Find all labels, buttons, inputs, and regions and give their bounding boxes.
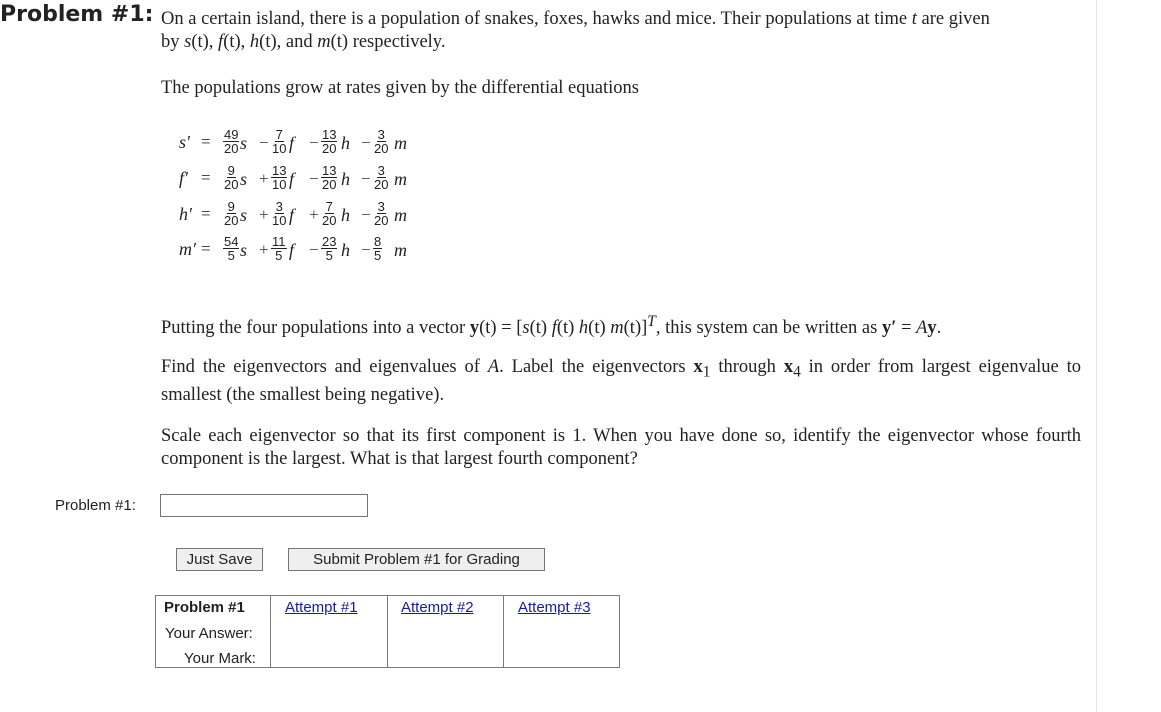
coefficient-fraction — [373, 128, 389, 155]
fraction-denominator: 10 — [272, 141, 287, 156]
attempts-header: Problem #1 — [164, 599, 245, 616]
coefficient-fraction — [321, 200, 337, 227]
attempt-column — [387, 596, 474, 667]
term-variable: m — [394, 240, 407, 260]
coefficient-fraction — [271, 128, 287, 155]
coefficient-fraction — [271, 164, 287, 191]
coefficient-fraction — [223, 128, 239, 155]
term-variable: f — [289, 240, 295, 260]
equation-row — [179, 164, 479, 196]
fraction-numerator: 8 — [374, 234, 382, 249]
grow-text: The populations grow at rates given by the differential equations — [161, 78, 639, 98]
fraction-denominator: 20 — [322, 213, 337, 228]
equals-sign: = — [201, 168, 211, 187]
term-variable: s — [240, 240, 248, 260]
fraction-numerator: 9 — [227, 163, 235, 178]
equation-lhs: s′ — [179, 132, 190, 152]
answer-label: Problem #1: — [55, 497, 136, 514]
equals-sign: = — [201, 204, 211, 223]
equals-sign: = — [201, 132, 211, 151]
attempt-column — [270, 596, 358, 667]
page-divider — [1096, 0, 1097, 712]
term-variable: s — [240, 205, 248, 225]
fraction-numerator: 7 — [325, 199, 333, 214]
equation-row — [179, 235, 479, 267]
term-sign: + — [259, 169, 269, 188]
term-variable: h — [341, 133, 350, 153]
fraction-numerator: 13 — [322, 127, 337, 142]
your-answer-label: Your Answer: — [165, 625, 253, 642]
term-sign: − — [259, 133, 269, 152]
just-save-button[interactable]: Just Save — [176, 548, 263, 571]
coefficient-fraction — [223, 164, 239, 191]
fraction-numerator: 49 — [224, 127, 239, 142]
fraction-numerator: 13 — [322, 163, 337, 178]
fraction-numerator: 7 — [275, 127, 283, 142]
term-sign: + — [259, 205, 269, 224]
attempt-3-link[interactable]: Attempt #3 — [518, 599, 591, 616]
find-text: Find the eigenvectors and eigenvalues of A. Label the eigenvectors $x_1$ through $x_4$ in order from largest eigenvalue to smallest (the smallest being negative). — [161, 357, 1081, 405]
fraction-denominator: 20 — [374, 141, 389, 156]
fraction-denominator: 20 — [322, 141, 337, 156]
term-variable: f — [289, 205, 295, 225]
attempt-2-link[interactable]: Attempt #2 — [401, 599, 474, 616]
attempts-table — [155, 595, 620, 668]
problem-title: Problem #1: — [0, 2, 154, 27]
term-sign: + — [309, 205, 319, 224]
coefficient-fraction — [321, 128, 337, 155]
differential-equations — [179, 128, 479, 288]
fraction-denominator: 20 — [374, 177, 389, 192]
equation-lhs: f′ — [179, 168, 188, 188]
fraction-numerator: 23 — [322, 234, 337, 249]
term-variable: m — [394, 169, 407, 189]
fraction-denominator: 10 — [272, 213, 287, 228]
fraction-denominator: 10 — [272, 177, 287, 192]
answer-input[interactable] — [160, 494, 368, 517]
equation-row — [179, 200, 479, 232]
coefficient-fraction — [321, 164, 337, 191]
fraction-numerator: 3 — [377, 199, 385, 214]
equation-lhs: m′ — [179, 239, 196, 259]
term-variable: m — [394, 205, 407, 225]
problem-intro: On a certain island, there is a population of snakes, foxes, hawks and mice. Their populations at time t are given by s(t), f(t), h(t), and m(t) respectively. — [161, 9, 990, 52]
coefficient-fraction — [373, 235, 382, 262]
your-mark-label: Your Mark: — [184, 650, 256, 667]
fraction-denominator: 20 — [224, 177, 239, 192]
equals-sign: = — [201, 239, 211, 258]
term-variable: m — [394, 133, 407, 153]
fraction-denominator: 20 — [224, 141, 239, 156]
fraction-denominator: 5 — [275, 248, 283, 263]
fraction-denominator: 20 — [322, 177, 337, 192]
scale-text: Scale each eigenvector so that its first component is 1. When you have done so, identify the eigenvector whose fourth component is the largest. What is that largest fourth component? — [161, 426, 1081, 469]
term-variable: f — [289, 133, 295, 153]
term-sign: − — [361, 133, 371, 152]
fraction-numerator: 9 — [227, 199, 235, 214]
term-sign: + — [259, 240, 269, 259]
term-variable: h — [341, 240, 350, 260]
fraction-numerator: 13 — [272, 163, 287, 178]
coefficient-fraction — [271, 200, 287, 227]
fraction-denominator: 20 — [374, 213, 389, 228]
term-variable: h — [341, 205, 350, 225]
fraction-denominator: 5 — [227, 248, 235, 263]
term-variable: h — [341, 169, 350, 189]
fraction-numerator: 11 — [272, 234, 286, 249]
fraction-numerator: 54 — [224, 234, 239, 249]
term-variable: s — [240, 133, 248, 153]
equation-lhs: h′ — [179, 204, 192, 224]
coefficient-fraction — [373, 164, 389, 191]
term-variable: s — [240, 169, 248, 189]
submit-button[interactable]: Submit Problem #1 for Grading — [288, 548, 545, 571]
coefficient-fraction — [223, 235, 239, 262]
fraction-denominator: 20 — [224, 213, 239, 228]
coefficient-fraction — [223, 200, 239, 227]
equation-row — [179, 128, 479, 160]
term-variable: f — [289, 169, 295, 189]
fraction-numerator: 3 — [377, 127, 385, 142]
vector-text: Putting the four populations into a vector y(t) = [s(t) f(t) h(t) m(t)]$^T$, this system can be written as y′ = Ay. — [161, 313, 942, 339]
coefficient-fraction — [321, 235, 337, 262]
term-sign: − — [309, 133, 319, 152]
fraction-numerator: 3 — [275, 199, 283, 214]
attempt-1-link[interactable]: Attempt #1 — [285, 599, 358, 616]
term-sign: − — [361, 169, 371, 188]
fraction-denominator: 5 — [374, 248, 382, 263]
coefficient-fraction — [271, 235, 287, 262]
term-sign: − — [309, 169, 319, 188]
term-sign: − — [361, 240, 371, 259]
fraction-numerator: 3 — [377, 163, 385, 178]
fraction-denominator: 5 — [325, 248, 333, 263]
term-sign: − — [309, 240, 319, 259]
attempt-column — [503, 596, 591, 667]
term-sign: − — [361, 205, 371, 224]
coefficient-fraction — [373, 200, 389, 227]
